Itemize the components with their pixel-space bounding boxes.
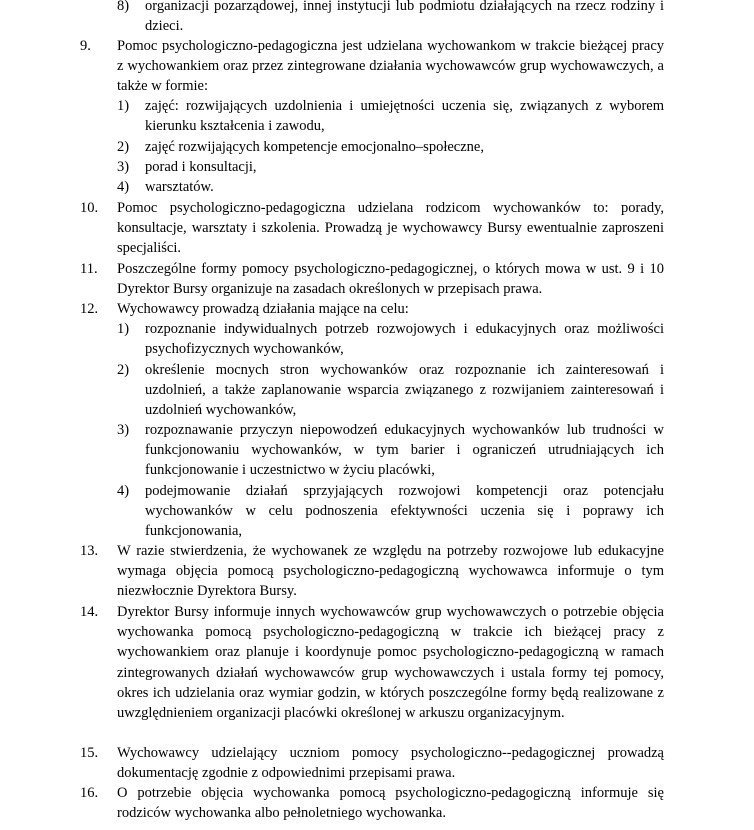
list-item-number: 1) — [117, 321, 130, 337]
section-text: Dyrektor Bursy informuje innych wychowawców grup wychowawczych o potrzebie objęcia wychowanka pomocą psychologiczno-pedagogiczną w trakcie ich bieżącej pracy z wychowankiem oraz planuje i koordynuje pomoc psychologiczno-pedagogiczną w ramach zintegrowanych działań wychowawców grup wychowawczych i ustala formy tej pomocy, okres ich udzielania oraz wymiar godzin, w których poszczególne formy będą realizowane z uwzględnieniem organizacji placówki określonej w arkuszu organizacyjnym. — [117, 604, 664, 722]
section-number: 14. — [80, 604, 99, 620]
list-item-text: rozpoznawanie przyczyn niepowodzeń edukacyjnych wychowanków lub trudności w funkcjonowaniu wychowanków, w tym barier i ograniczeń utrudniających ich funkcjonowanie i uczestnictwo w życiu placówki, — [145, 422, 664, 479]
list-item-text: rozpoznanie indywidualnych potrzeb rozwojowych i edukacyjnych oraz możliwości psychofizycznych wychowanków, — [145, 321, 664, 358]
section-text: W razie stwierdzenia, że wychowanek ze względu na potrzeby rozwojowe lub edukacyjne wymaga objęcia pomocą psychologiczno-pedagogiczną wychowawca informuje o tym niezwłocznie Dyrektora Bursy. — [117, 543, 664, 600]
list-item-number: 4) — [117, 179, 130, 195]
section-number: 9. — [80, 38, 91, 54]
section-text: Poszczególne formy pomocy psychologiczno-pedagogicznej, o których mowa w ust. 9 i 10 Dyrektor Bursy organizuje na zasadach określonych w przepisach prawa. — [117, 261, 664, 298]
section-text: Pomoc psychologiczno-pedagogiczna jest udzielana wychowankom w trakcie bieżącej pracy z wychowankiem oraz przez zintegrowane działania wychowawców grup wychowawczych, a także w formie: — [117, 38, 664, 95]
list-item-text: porad i konsultacji, — [145, 159, 257, 175]
section-number: 10. — [80, 200, 99, 216]
section-text: Pomoc psychologiczno-pedagogiczna udzielana rodzicom wychowanków to: porady, konsultacje, warsztaty i szkolenia. Prowadzą je wychowawcy Bursy ewentualnie zaproszeni specjaliści. — [117, 200, 664, 257]
section-text: Wychowawcy udzielający uczniom pomocy psychologiczno--pedagogicznej prowadzą dokumentację zgodnie z odpowiednimi przepisami prawa. — [117, 745, 664, 782]
section-number: 13. — [80, 543, 99, 559]
list-item-number: 4) — [117, 483, 130, 499]
list-item-text: warsztatów. — [145, 179, 214, 195]
list-item-text: organizacji pozarządowej, innej instytucji lub podmiotu działających na rzecz rodziny i dzieci. — [145, 0, 664, 35]
list-item-number: 1) — [117, 98, 130, 114]
section-text: O potrzebie objęcia wychowanka pomocą psychologiczno-pedagogiczną informuje się rodziców wychowanka albo pełnoletniego wychowanka. — [117, 785, 664, 822]
section-number: 11. — [80, 261, 98, 277]
list-item-number: 2) — [117, 139, 130, 155]
list-item-number: 2) — [117, 362, 130, 378]
list-item-text: zajęć: rozwijających uzdolnienia i umiejętności uczenia się, związanych z wyborem kierunku kształcenia i zawodu, — [145, 98, 664, 135]
list-item-number: 8) — [117, 0, 130, 14]
section-number: 16. — [80, 785, 99, 801]
section-number: 12. — [80, 301, 99, 317]
section-text: Wychowawcy prowadzą działania mające na celu: — [117, 301, 409, 317]
section-number: 15. — [80, 745, 99, 761]
list-item-text: podejmowanie działań sprzyjających rozwojowi kompetencji oraz potencjału wychowanków w celu podnoszenia efektywności uczenia się i poprawy ich funkcjonowania, — [145, 483, 664, 540]
list-item-text: zajęć rozwijających kompetencje emocjonalno–społeczne, — [145, 139, 484, 155]
list-item-text: określenie mocnych stron wychowanków oraz rozpoznanie ich zainteresowań i uzdolnień, a także zaplanowanie wsparcia związanego z rozwijaniem zainteresowań i uzdolnień wychowanków, — [145, 362, 664, 419]
list-item-number: 3) — [117, 422, 130, 438]
list-item-number: 3) — [117, 159, 130, 175]
